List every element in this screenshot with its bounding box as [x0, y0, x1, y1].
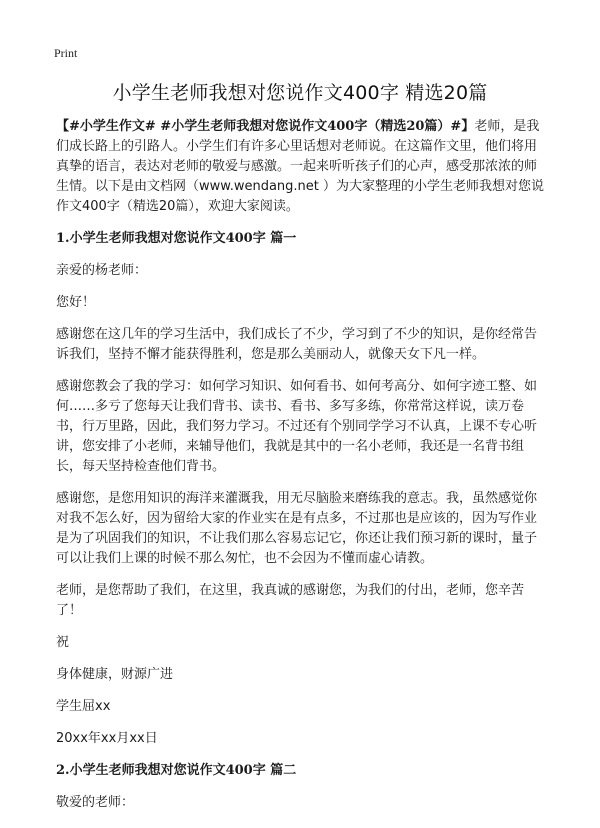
section1-paragraph: 感谢您教会了我的学习：如何学习知识、如何看书、如何考高分、如何字迹工整、如何……多亏了您每天让我们背书、读书、看书、多写多练，你常常这样说，读万卷书，行万里路，因此，我们努力学习。不过还有个别同学学习不认真，上课不专心听讲，您安排了小老师，来辅导他们，我就是其中的一名小老师，我还是一名背书组长，每天坚持检查他们背书。: [56, 379, 538, 474]
section-heading-1: 1.小学生老师我想对您说作文400字 篇一: [56, 231, 297, 246]
section1-paragraph: 身体健康，财源广进: [56, 667, 174, 682]
section1-paragraph: 亲爱的杨老师：: [56, 263, 148, 278]
print-link[interactable]: Print: [54, 46, 78, 60]
intro-text: 老师，是我们成长路上的引路人。小学生们有许多心里话想对老师说。在这篇作文里，他们将用真挚的语言，表达对老师的敬爱与感激。一起来听听孩子们的心声，感受那浓浓的师生情。以下是由文档网（www.wendang.net ）为大家整理的小学生老师我想对您说作文400字（精选20篇），欢迎大家阅读。: [56, 119, 545, 214]
section1-paragraph: 感谢您在这几年的学习生活中，我们成长了不少，学习到了不少的知识，是你经常告诉我们，坚持不懈才能获得胜利，您是那么美丽动人，就像天女下凡一样。: [56, 327, 538, 362]
section1-paragraph: 20xx年xx月xx日: [56, 731, 158, 746]
section1-paragraph: 您好！: [56, 295, 96, 310]
section1-paragraph: 祝: [56, 635, 70, 650]
section1-paragraph: 感谢您，是您用知识的海洋来灌溉我，用无尽脑脸来磨练我的意志。我，虽然感觉你对我不怎么好，因为留给大家的作业实在是有点多，不过那也是应该的，因为写作业是为了巩固我们的知识，不让我们那么容易忘记它，你还让我们预习新的课时，量子可以让我们上课的时候不那么匆忙，也不会因为不懂而虚心请教。: [56, 491, 538, 566]
article-body: [56, 117, 544, 825]
section1-paragraph: 学生屈xx: [56, 699, 111, 714]
intro-tag-line: 【#小学生作文# #小学生老师我想对您说作文400字（精选20篇）#】: [56, 119, 475, 134]
page-title: 小学生老师我想对您说作文400字 精选20篇: [112, 82, 488, 104]
intro-paragraph: [56, 117, 544, 217]
section2-paragraph: 敬爱的老师：: [56, 795, 135, 810]
section-heading-2: 2.小学生老师我想对您说作文400字 篇二: [56, 763, 297, 778]
section1-paragraph: 老师，是您帮助了我们，在这里，我真诚的感谢您，为我们的付出，老师，您辛苦了！: [56, 583, 525, 618]
